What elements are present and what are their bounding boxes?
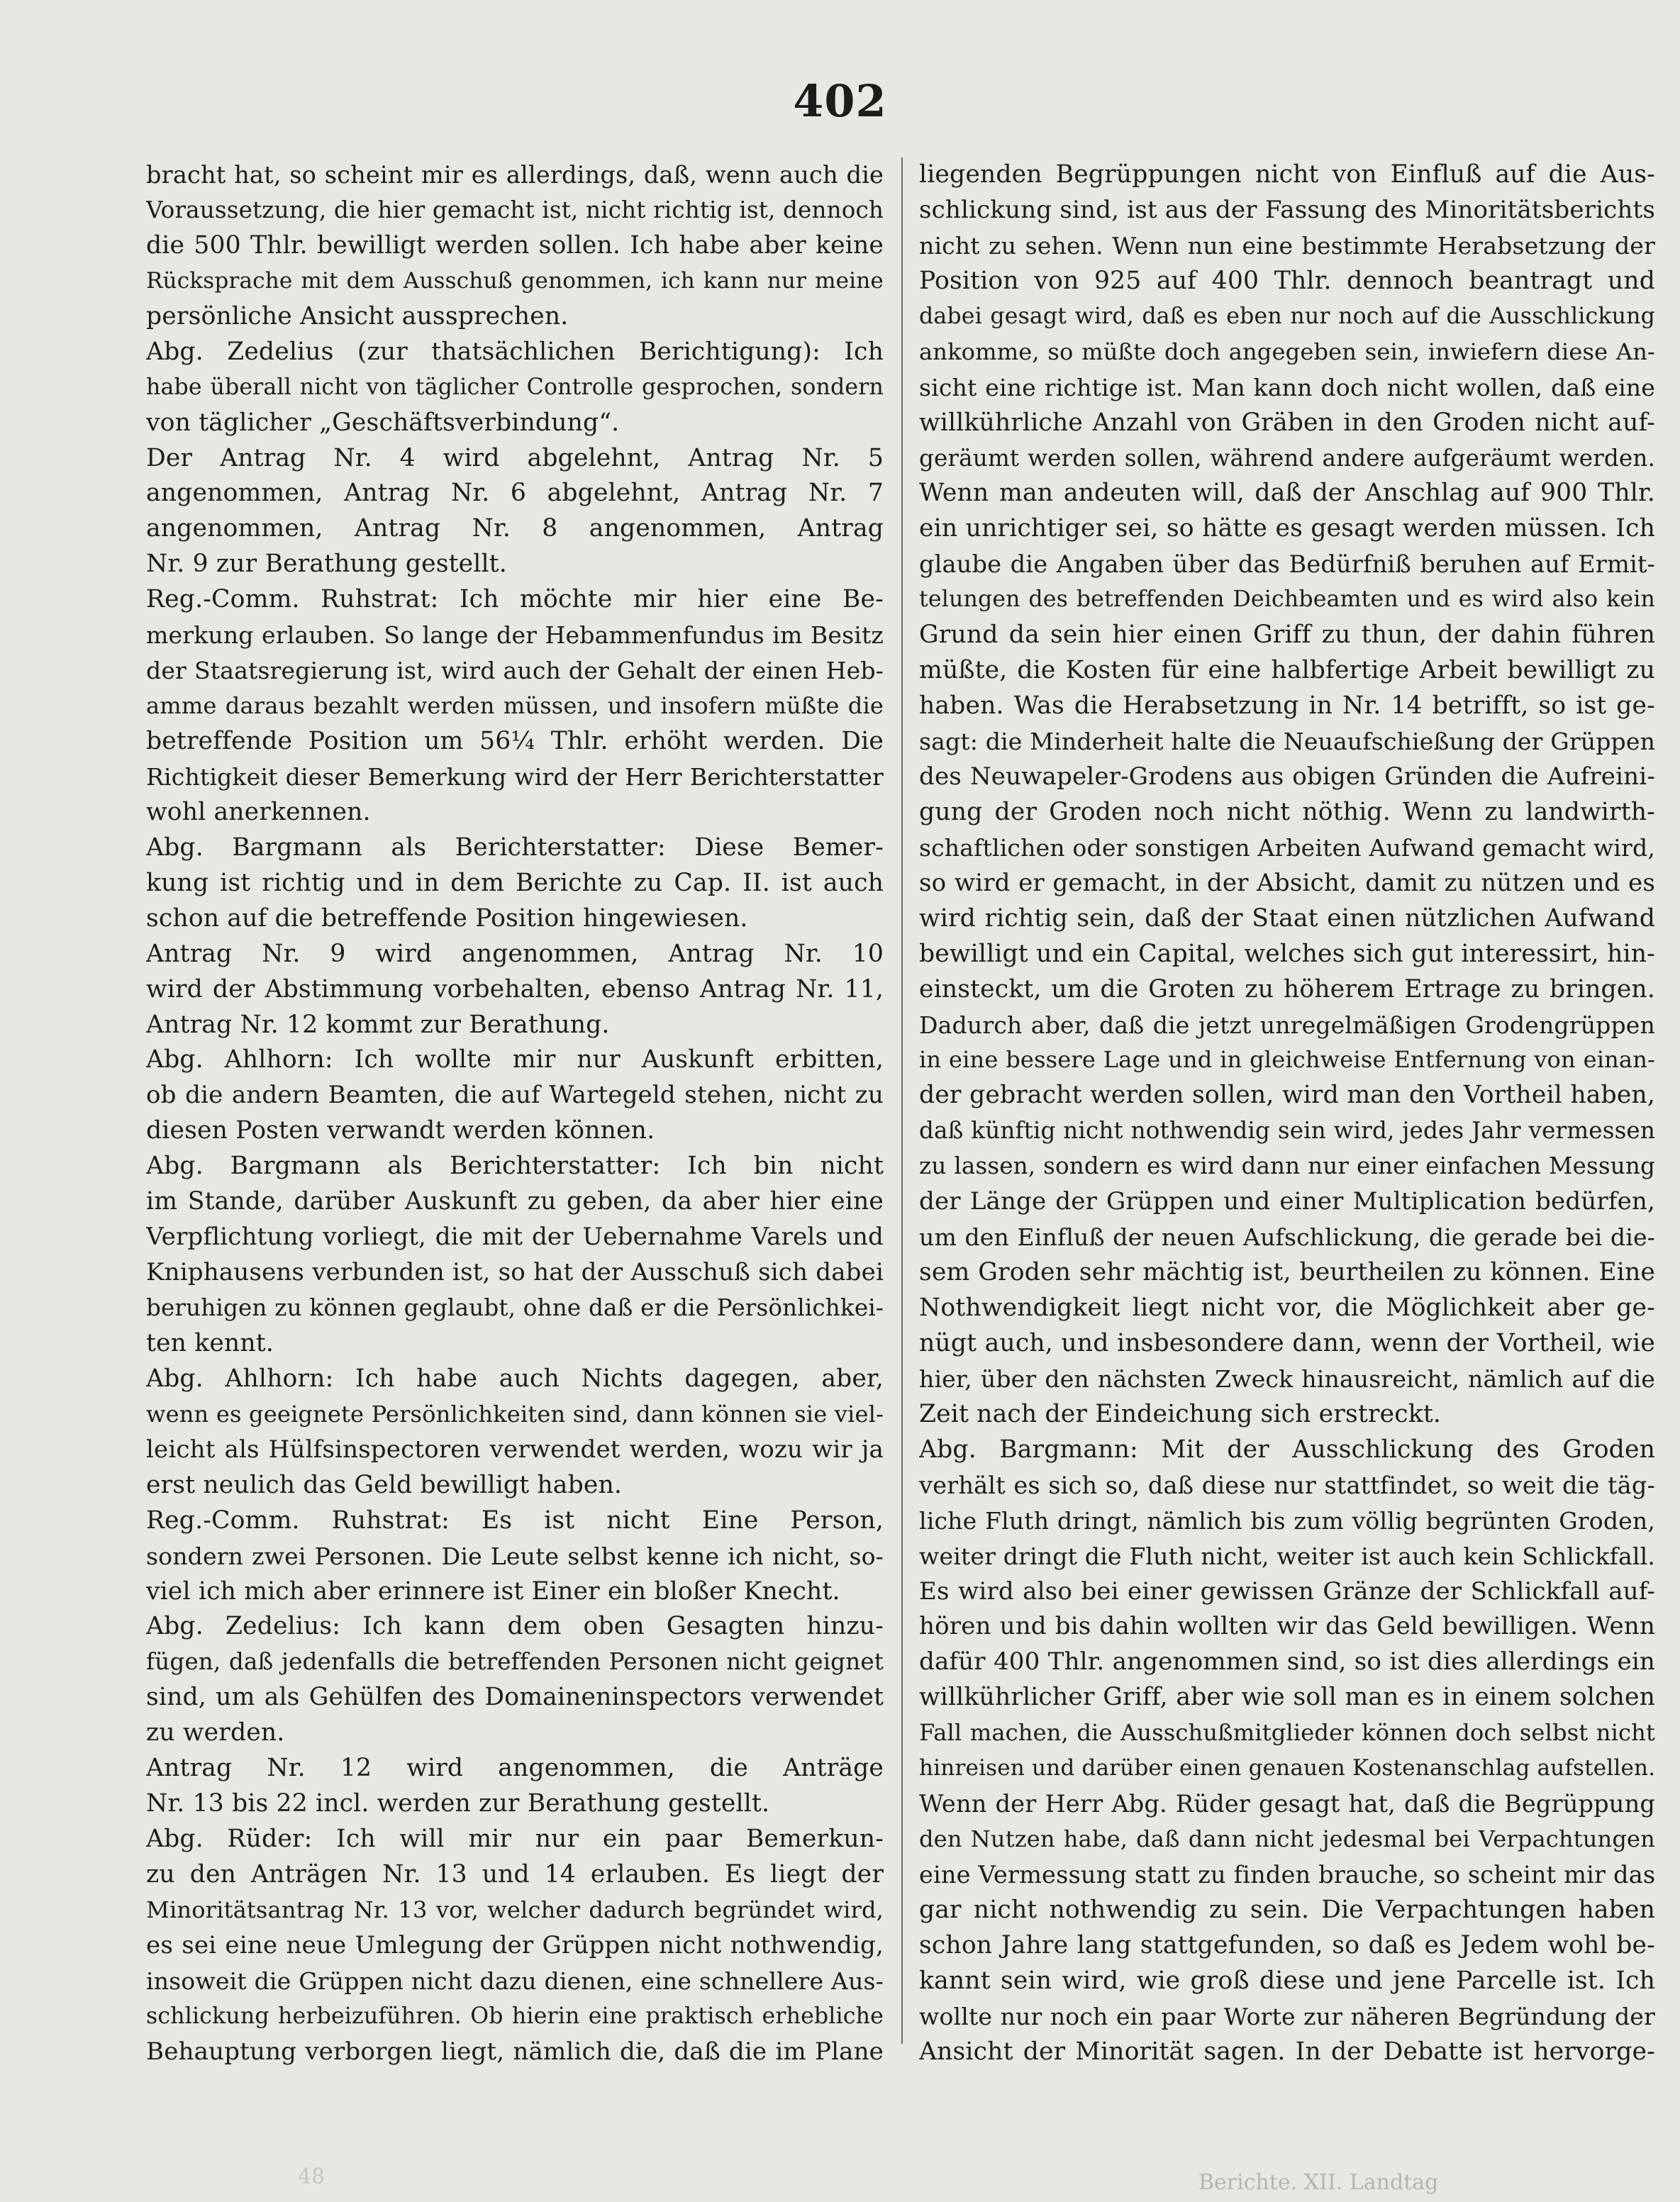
text-line: ankomme, so müßte doch angegeben sein, inwiefern diese An- xyxy=(919,338,1655,365)
text-line: Der Antrag Nr. 4 wird abgelehnt, Antrag Nr. 5 xyxy=(146,443,884,472)
text-line: wohl anerkennen. xyxy=(146,797,371,826)
right-column xyxy=(919,157,1655,2070)
page-number: 402 xyxy=(793,75,887,127)
text-line: sicht eine richtige ist. Man kann doch nicht wollen, daß eine xyxy=(919,373,1655,401)
text-line: Zeit nach der Eindeichung sich erstreckt. xyxy=(919,1399,1442,1428)
text-line: Abg. Bargmann: Mit der Ausschlickung des Groden xyxy=(919,1435,1655,1464)
text-line: wird richtig sein, daß der Staat einen nützlichen Aufwand xyxy=(919,903,1655,933)
text-line: zu den Anträgen Nr. 13 und 14 erlauben. Es liegt der xyxy=(146,1860,884,1889)
text-line: zu lassen, sondern es wird dann nur einer einfachen Messung xyxy=(919,1152,1655,1180)
text-line: Nothwendigkeit liegt nicht vor, die Möglichkeit aber ge- xyxy=(919,1294,1655,1322)
text-line: weiter dringt die Fluth nicht, weiter ist auch kein Schlickfall. xyxy=(919,1542,1655,1570)
text-line: der Länge der Grüppen und einer Multiplication bedürfen, xyxy=(919,1187,1655,1216)
text-line: fügen, daß jedenfalls die betreffenden Personen nicht geignet xyxy=(146,1648,884,1676)
text-line: Richtigkeit dieser Bemerkung wird der Herr Berichterstatter xyxy=(146,762,884,791)
text-line: von täglicher „Geschäftsverbindung“. xyxy=(146,408,620,437)
text-line: Reg.-Comm. Ruhstrat: Es ist nicht Eine Person, xyxy=(146,1506,884,1535)
text-line: habe überall nicht von täglicher Controlle gesprochen, sondern xyxy=(146,374,884,400)
text-line: bewilligt und ein Capital, welches sich gut interessirt, hin- xyxy=(919,939,1655,968)
text-line: daß künftig nicht nothwendig sein wird, jedes Jahr vermessen xyxy=(919,1117,1655,1145)
text-line: Fall machen, die Ausschußmitglieder können doch selbst nicht xyxy=(919,1719,1655,1747)
text-line: nügt auch, und insbesondere dann, wenn der Vortheil, wie xyxy=(919,1328,1655,1357)
text-line: des Neuwapeler-Grodens aus obigen Gründen die Aufreini- xyxy=(919,762,1655,791)
text-line: amme daraus bezahlt werden müssen, und insofern müßte die xyxy=(146,692,884,720)
text-line: ten kennt. xyxy=(146,1328,274,1357)
text-line: wenn es geeignete Persönlichkeiten sind, dann können sie viel- xyxy=(146,1400,884,1428)
text-line: schlickung sind, ist aus der Fassung des Minoritätsberichts xyxy=(919,195,1655,224)
text-line: hier, über den nächsten Zweck hinausreicht, nämlich auf die xyxy=(919,1364,1655,1393)
text-line: Abg. Ahlhorn: Ich wollte mir nur Auskunft erbitten, xyxy=(146,1045,884,1074)
text-line: persönliche Ansicht aussprechen. xyxy=(146,301,569,330)
text-line: telungen des betreffenden Deichbeamten und es wird also kein xyxy=(919,586,1655,613)
text-line: der gebracht werden sollen, wird man den Vortheil haben, xyxy=(919,1081,1655,1110)
text-line: wird der Abstimmung vorbehalten, ebenso Antrag Nr. 11, xyxy=(146,974,884,1003)
text-line: Verpflichtung vorliegt, die mit der Uebernahme Varels und xyxy=(146,1223,884,1252)
text-line: sagt: die Minderheit halte die Neuaufschießung der Grüppen xyxy=(919,728,1655,755)
text-line: den Nutzen habe, daß dann nicht jedesmal bei Verpachtungen xyxy=(919,1825,1655,1853)
text-line: angenommen, Antrag Nr. 8 angenommen, Antrag xyxy=(146,514,884,543)
text-line: müßte, die Kosten für eine halbfertige Arbeit bewilligt zu xyxy=(919,656,1655,685)
text-line: wollte nur noch ein paar Worte zur näheren Begründung der xyxy=(919,2002,1655,2030)
text-line: viel ich mich aber erinnere ist Einer ein bloßer Knecht. xyxy=(146,1577,840,1606)
text-line: Abg. Bargmann als Berichterstatter: Ich bin nicht xyxy=(146,1152,884,1181)
text-line: schon Jahre lang stattgefunden, so daß es Jedem wohl be- xyxy=(919,1930,1655,1959)
text-line: angenommen, Antrag Nr. 6 abgelehnt, Antrag Nr. 7 xyxy=(146,479,884,508)
text-line: sem Groden sehr mächtig ist, beurtheilen zu können. Eine xyxy=(919,1258,1655,1287)
text-line: Antrag Nr. 9 wird angenommen, Antrag Nr. 10 xyxy=(146,939,884,968)
text-line: erst neulich das Geld bewilligt haben. xyxy=(146,1470,623,1499)
text-line: im Stande, darüber Auskunft zu geben, da aber hier eine xyxy=(146,1187,884,1216)
text-line: haben. Was die Herabsetzung in Nr. 14 betrifft, so ist ge- xyxy=(919,691,1655,721)
text-line: Position von 925 auf 400 Thlr. dennoch beantragt und xyxy=(919,266,1655,295)
text-line: Es wird also bei einer gewissen Gränze der Schlickfall auf- xyxy=(919,1577,1655,1606)
text-line: nicht zu sehen. Wenn nun eine bestimmte Herabsetzung der xyxy=(919,231,1655,260)
text-line: Abg. Ahlhorn: Ich habe auch Nichts dagegen, aber, xyxy=(146,1364,884,1393)
text-line: insoweit die Grüppen nicht dazu dienen, eine schnellere Aus- xyxy=(146,1967,884,1995)
text-line: willkührlicher Griff, aber wie soll man es in einem solchen xyxy=(919,1683,1655,1712)
text-line: Antrag Nr. 12 kommt zur Berathung. xyxy=(146,1010,610,1039)
text-line: dafür 400 Thlr. angenommen sind, so ist dies allerdings ein xyxy=(919,1647,1655,1676)
text-line: zu werden. xyxy=(146,1718,285,1747)
text-line: verhält es sich so, daß diese nur stattfindet, so weit die täg- xyxy=(919,1471,1655,1499)
text-line: bracht hat, so scheint mir es allerdings, daß, wenn auch die xyxy=(146,161,884,189)
text-line: Rücksprache mit dem Ausschuß genommen, ich kann nur meine xyxy=(146,267,884,294)
text-line: gung der Groden noch nicht nöthig. Wenn zu landwirth- xyxy=(919,797,1655,826)
text-line: ob die andern Beamten, die auf Wartegeld stehen, nicht zu xyxy=(146,1081,884,1110)
text-line: kannt sein wird, wie groß diese und jene Parcelle ist. Ich xyxy=(919,1966,1655,1995)
left-column xyxy=(146,157,884,2070)
text-line: willkührliche Anzahl von Gräben in den Groden nicht auf- xyxy=(919,408,1655,437)
text-line: Ansicht der Minorität sagen. In der Debatte ist hervorge- xyxy=(919,2037,1655,2066)
text-line: Behauptung verborgen liegt, nämlich die, daß die im Plane xyxy=(146,2037,884,2066)
column-divider xyxy=(901,157,903,2044)
text-line: geräumt werden sollen, während andere aufgeräumt werden. xyxy=(919,444,1655,472)
text-line: schon auf die betreffende Position hingewiesen. xyxy=(146,903,748,933)
text-line: Nr. 9 zur Berathung gestellt. xyxy=(146,550,507,579)
text-line: glaube die Angaben über das Bedürfniß beruhen auf Ermit- xyxy=(919,550,1655,579)
text-line: liche Fluth dringt, nämlich bis zum völlig begrünten Groden, xyxy=(919,1506,1655,1535)
text-line: eine Vermessung statt zu finden brauche, so scheint mir das xyxy=(919,1861,1655,1889)
text-line: schlickung herbeizuführen. Ob hierin eine praktisch erhebliche xyxy=(146,2003,884,2029)
text-line: in eine bessere Lage und in gleichweise Entfernung von einan- xyxy=(919,1046,1655,1074)
text-line: betreffende Position um 56¼ Thlr. erhöht werden. Die xyxy=(146,727,884,755)
text-line: hören und bis dahin wollten wir das Geld bewilligen. Wenn xyxy=(919,1612,1655,1641)
text-line: Abg. Bargmann als Berichterstatter: Diese Bemer- xyxy=(146,833,884,862)
text-line: Abg. Zedelius (zur thatsächlichen Berichtigung): Ich xyxy=(146,337,884,366)
text-line: schaftlichen oder sonstigen Arbeiten Aufwand gemacht wird, xyxy=(919,833,1655,862)
text-line: Reg.-Comm. Ruhstrat: Ich möchte mir hier eine Be- xyxy=(146,585,884,614)
text-line: Dadurch aber, daß die jetzt unregelmäßigen Grodengrüppen xyxy=(919,1011,1655,1039)
text-line: hinreisen und darüber einen genauen Kostenanschlag aufstellen. xyxy=(919,1755,1655,1781)
bleed-through-text: Berichte. XII. Landtag xyxy=(1198,2170,1439,2195)
text-line: Nr. 13 bis 22 incl. werden zur Berathung gestellt. xyxy=(146,1789,770,1818)
text-line: liegenden Begrüppungen nicht von Einfluß auf die Aus- xyxy=(919,160,1655,189)
text-line: kung ist richtig und in dem Berichte zu Cap. II. ist auch xyxy=(146,868,884,897)
text-line: beruhigen zu können geglaubt, ohne daß er die Persönlichkei- xyxy=(146,1294,884,1321)
text-line: die 500 Thlr. bewilligt werden sollen. Ich habe aber keine xyxy=(146,230,884,260)
text-line: Minoritätsantrag Nr. 13 vor, welcher dadurch begründet wird, xyxy=(146,1896,884,1923)
text-line: Abg. Zedelius: Ich kann dem oben Gesagten hinzu- xyxy=(146,1612,884,1641)
text-line: dabei gesagt wird, daß es eben nur noch auf die Ausschlickung xyxy=(919,303,1655,329)
text-line: merkung erlauben. So lange der Hebammenfundus im Besitz xyxy=(146,621,884,650)
text-line: diesen Posten verwandt werden können. xyxy=(146,1116,655,1145)
text-line: Antrag Nr. 12 wird angenommen, die Anträge xyxy=(146,1754,884,1783)
text-line: einsteckt, um die Groten zu höherem Ertrage zu bringen. xyxy=(919,974,1655,1003)
signature-mark: 48 xyxy=(298,2164,326,2189)
text-line: um den Einfluß der neuen Aufschlickung, die gerade bei die- xyxy=(919,1223,1655,1252)
text-line: Voraussetzung, die hier gemacht ist, nicht richtig ist, dennoch xyxy=(146,196,884,223)
text-line: Kniphausens verbunden ist, so hat der Ausschuß sich dabei xyxy=(146,1258,884,1287)
text-line: es sei eine neue Umlegung der Grüppen nicht nothwendig, xyxy=(146,1930,884,1959)
text-line: Abg. Rüder: Ich will mir nur ein paar Bemerkun- xyxy=(146,1825,884,1854)
text-line: Wenn der Herr Abg. Rüder gesagt hat, daß die Begrüppung xyxy=(919,1790,1655,1818)
text-line: der Staatsregierung ist, wird auch der Gehalt der einen Heb- xyxy=(146,657,884,685)
text-line: leicht als Hülfsinspectoren verwendet werden, wozu wir ja xyxy=(146,1435,884,1464)
text-line: ein unrichtiger sei, so hätte es gesagt werden müssen. Ich xyxy=(919,514,1655,543)
text-line: sind, um als Gehülfen des Domaineninspectors verwendet xyxy=(146,1683,884,1712)
text-line: so wird er gemacht, in der Absicht, damit zu nützen und es xyxy=(919,868,1655,897)
text-line: gar nicht nothwendig zu sein. Die Verpachtungen haben xyxy=(919,1895,1655,1924)
text-line: sondern zwei Personen. Die Leute selbst kenne ich nicht, so- xyxy=(146,1542,884,1570)
text-line: Grund da sein hier einen Griff zu thun, der dahin führen xyxy=(919,621,1655,650)
text-line: Wenn man andeuten will, daß der Anschlag auf 900 Thlr. xyxy=(919,479,1655,508)
